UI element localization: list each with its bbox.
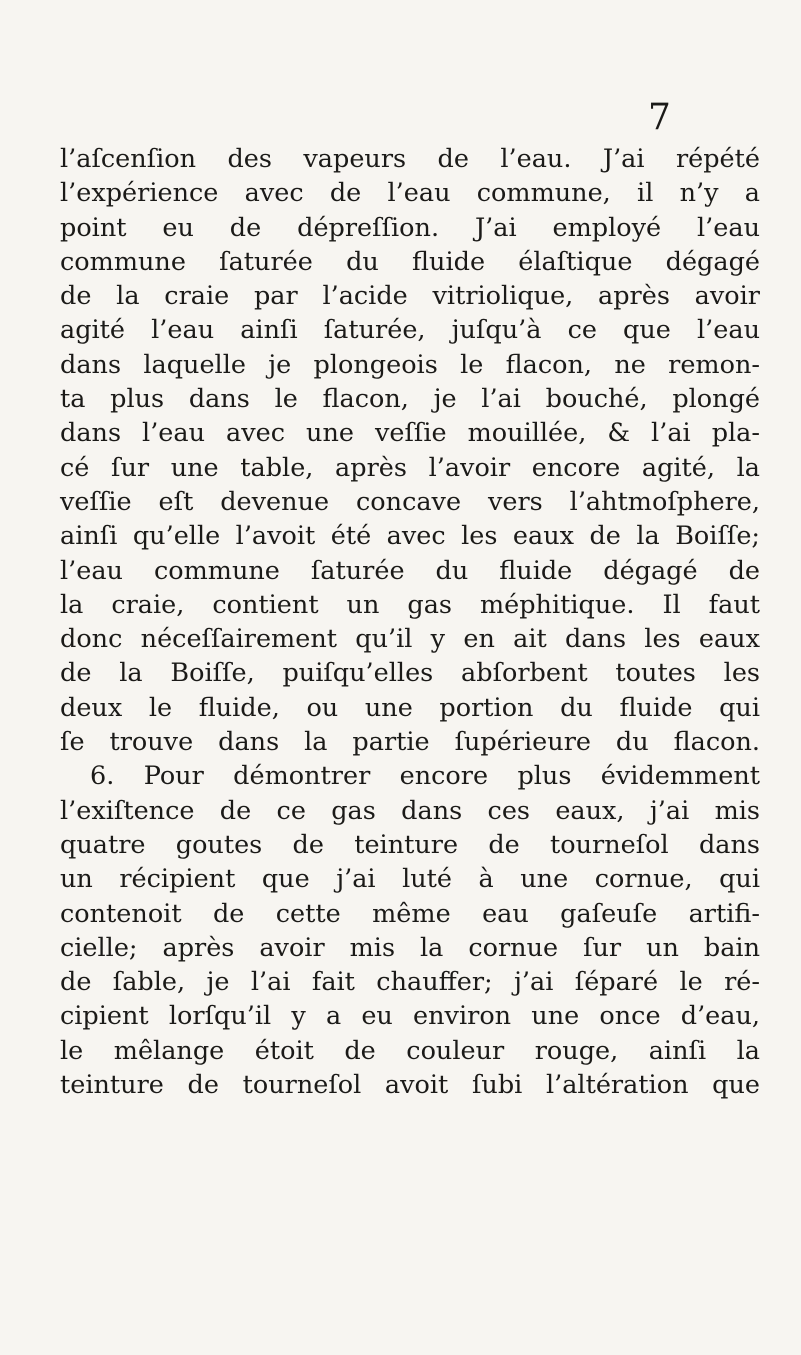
text-line: l’eau commune ſaturée du fluide dégagé de xyxy=(60,555,760,586)
text-line: agité l’eau ainſi ſaturée, juſqu’à ce que l’eau xyxy=(60,315,760,346)
text-line: un récipient que j’ai luté à une cornue, qui xyxy=(60,864,760,895)
text-line: teinture de tourneſol avoit ſubi l’altération que xyxy=(60,1070,760,1101)
text-line: l’aſcenſion des vapeurs de l’eau. J’ai répété xyxy=(60,144,760,174)
text-line: ſe trouve dans la partie ſupérieure du flacon. xyxy=(60,727,760,758)
text-line: dans l’eau avec une veſſie mouillée, & l’ai pla- xyxy=(60,418,760,449)
text-line: cé ſur une table, après l’avoir encore agité, la xyxy=(60,452,760,483)
text-line: dans laquelle je plongeois le flacon, ne remon- xyxy=(60,349,760,380)
text-line: cielle; après avoir mis la cornue ſur un bain xyxy=(60,932,760,963)
text-line: l’expérience avec de l’eau commune, il n’y a xyxy=(60,178,760,209)
text-line: ta plus dans le flacon, je l’ai bouché, plongé xyxy=(60,384,760,415)
text-line-paragraph-start: 6. Pour démontrer encore plus évidemment xyxy=(90,761,760,792)
text-line: quatre goutes de teinture de tourneſol dans xyxy=(60,829,760,860)
text-line: cipient lorſqu’il y a eu environ une once d’eau, xyxy=(60,1001,760,1032)
text-line: veſſie eſt devenue concave vers l’ahtmoſphere, xyxy=(60,486,760,517)
text-line: la craie, contient un gas méphitique. Il faut xyxy=(60,589,760,620)
text-line: le mêlange étoit de couleur rouge, ainſi la xyxy=(60,1035,760,1066)
text-line: de la Boiſſe, puiſqu’elles abſorbent toutes les xyxy=(60,658,760,689)
text-line: commune ſaturée du fluide élaſtique dégagé xyxy=(60,246,760,277)
page-number: 7 xyxy=(648,97,671,138)
text-line: deux le fluide, ou une portion du fluide qui xyxy=(60,692,760,723)
text-line: donc néceſſairement qu’il y en ait dans les eaux xyxy=(60,624,760,655)
text-line: de ſable, je l’ai fait chauffer; j’ai ſéparé le ré- xyxy=(60,967,760,998)
text-line: de la craie par l’acide vitriolique, après avoir xyxy=(60,281,760,312)
text-line: point eu de dépreſſion. J’ai employé l’eau xyxy=(60,212,760,243)
body-text xyxy=(60,142,760,1102)
text-line: ainſi qu’elle l’avoit été avec les eaux de la Boiſſe; xyxy=(60,521,760,552)
text-line: l’exiſtence de ce gas dans ces eaux, j’ai mis xyxy=(60,795,760,826)
text-line: contenoit de cette même eau gaſeuſe artifi- xyxy=(60,898,760,929)
